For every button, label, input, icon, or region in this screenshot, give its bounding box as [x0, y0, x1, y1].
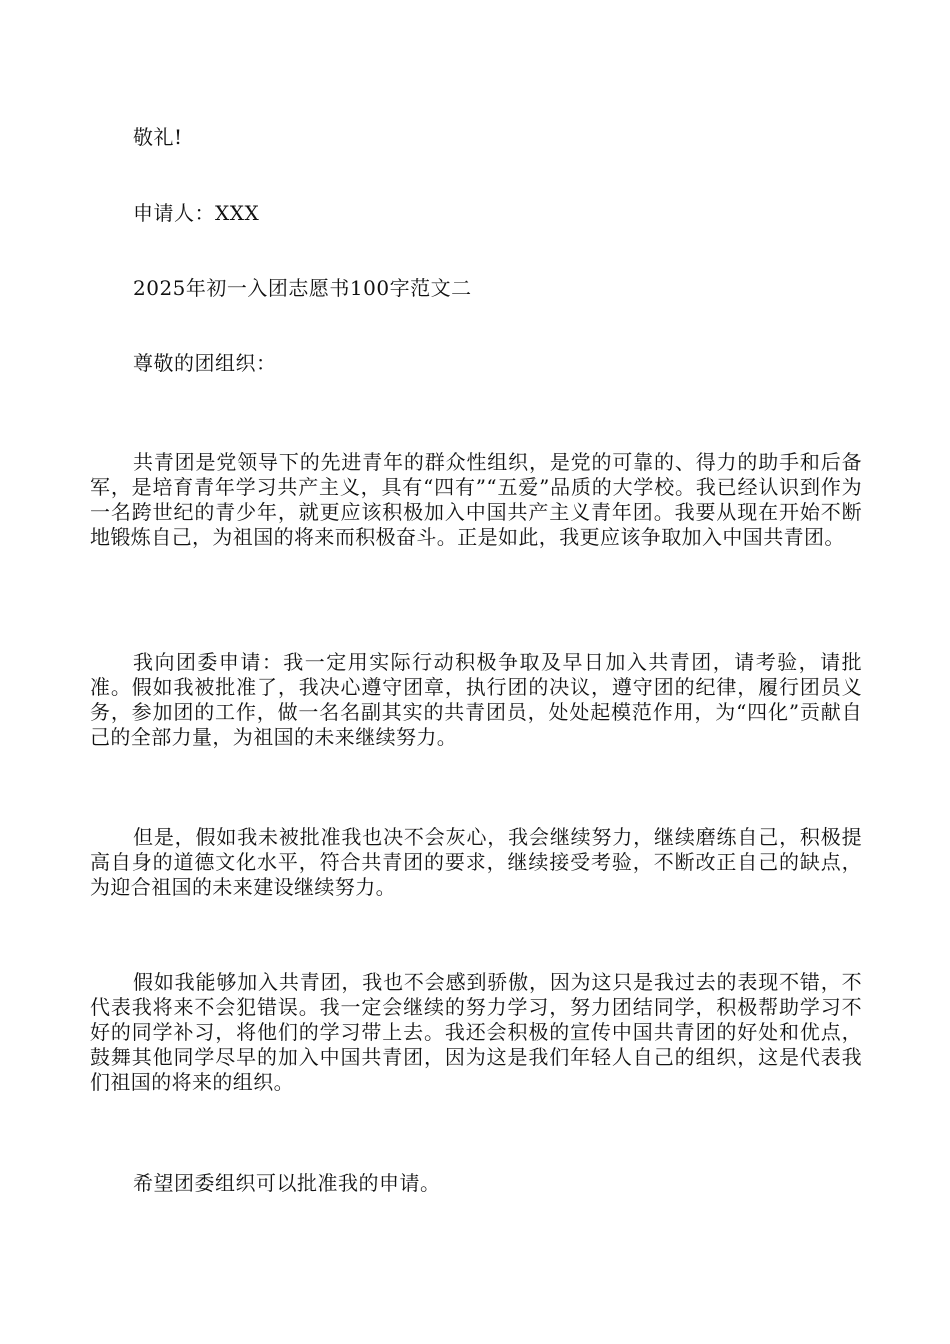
paragraph-1: 共青团是党领导下的先进青年的群众性组织，是党的可靠的、得力的助手和后备军，是培育青年学习共产主义，具有“四有”“五爱”品质的大学校。我已经认识到作为一名跨世纪的青少年，就更应该积极加入中国共产主义青年团。我要从现在开始不断地锻炼自己，为祖国的将来而积极奋斗。正是如此，我更应该争取加入中国共青团。 — [90, 450, 862, 549]
final-line: 希望团委组织可以批准我的申请。 — [133, 1171, 441, 1195]
applicant-line: 申请人：XXX — [133, 201, 260, 225]
paragraph-3: 但是，假如我未被批准我也决不会灰心，我会继续努力，继续磨练自己，积极提高自身的道德文化水平，符合共青团的要求，继续接受考验，不断改正自己的缺点，为迎合祖国的未来建设继续努力。 — [90, 825, 862, 899]
closing-line: 敬礼! — [133, 125, 183, 149]
paragraph-2: 我向团委申请：我一定用实际行动积极争取及早日加入共青团，请考验，请批准。假如我被批准了，我决心遵守团章，执行团的决议，遵守团的纪律，履行团员义务，参加团的工作，做一名名副其实的共青团员，处处起模范作用，为“四化”贡献自己的全部力量，为祖国的未来继续努力。 — [90, 650, 862, 749]
salutation-line: 尊敬的团组织： — [133, 351, 277, 375]
paragraph-4: 假如我能够加入共青团，我也不会感到骄傲，因为这只是我过去的表现不错，不代表我将来不会犯错误。我一定会继续的努力学习，努力团结同学，积极帮助学习不好的同学补习，将他们的学习带上去。我还会积极的宣传中国共青团的好处和优点，鼓舞其他同学尽早的加入中国共青团，因为这是我们年轻人自己的组织，这是代表我们祖国的将来的组织。 — [90, 970, 862, 1094]
essay-heading: 2025年初一入团志愿书100字范文二 — [133, 276, 472, 300]
